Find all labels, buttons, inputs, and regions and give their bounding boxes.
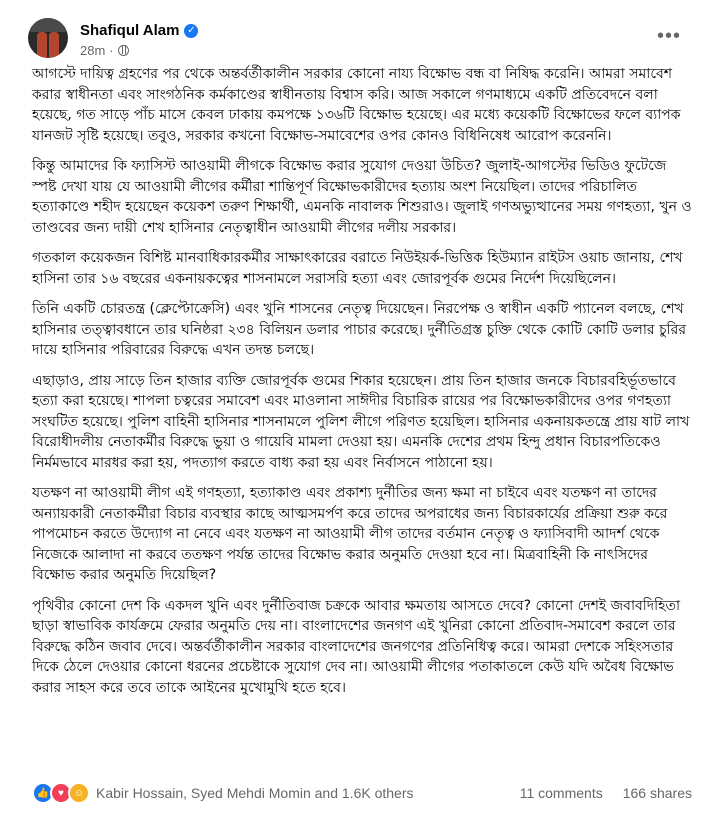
author-row bbox=[80, 22, 198, 39]
like-icon: 👍 bbox=[32, 782, 54, 804]
author-name[interactable]: Shafiqul Alam bbox=[80, 22, 180, 39]
meta-separator: · bbox=[109, 43, 114, 58]
comments-count[interactable]: 11 comments bbox=[519, 785, 603, 801]
more-options-button[interactable]: ••• bbox=[656, 25, 681, 47]
post-text bbox=[32, 64, 692, 708]
shares-count[interactable]: 166 shares bbox=[622, 785, 692, 801]
reaction-icons[interactable] bbox=[32, 782, 90, 804]
avatar[interactable] bbox=[28, 18, 68, 58]
reactions-bar bbox=[32, 780, 692, 806]
engagement-counts bbox=[500, 785, 692, 801]
verified-badge-icon: ✓ bbox=[184, 24, 198, 38]
love-icon: ♥ bbox=[50, 782, 72, 804]
post-paragraph: পৃথিবীর কোনো দেশ কি একদল খুনি এবং দুর্নীতিবাজ চক্রকে আবার ক্ষমতায় আসতে দেবে? কোনো দেশই জবাবদিহিতা ছাড়া স্বাভাবিক কার্যক্রমে ফেরার অনুমতি দেয় না। বাংলাদেশের জনগণ এই খুনিরা কোনো প্রতিবাদ-সমাবেশ করলে তার বিরুদ্ধে কঠিন জবাব দেবে। অন্তর্বর্তীকালীন সরকার বাংলাদেশের জনগণের প্রতিনিধিত্ব করে। আমরা দেশকে সহিংসতার দিকে ঠেলে দেওয়ার কোনো ধরনের প্রচেষ্টাকে সুযোগ দেব না। আওয়ামী লীগের পতাকাতলে কেউ যদি অবৈধ বিক্ষোভ করার সাহস করে তবে তাকে আইনের মুখোমুখি হতে হবে। bbox=[32, 597, 681, 696]
post-meta bbox=[80, 43, 129, 58]
reactors-summary[interactable]: Kabir Hossain, Syed Mehdi Momin and 1.6K others bbox=[96, 785, 414, 801]
globe-icon[interactable] bbox=[118, 45, 129, 56]
post-header bbox=[0, 0, 709, 70]
post-timestamp[interactable]: 28m bbox=[80, 43, 106, 58]
post-paragraph: গতকাল কয়েকজন বিশিষ্ট মানবাধিকারকর্মীর সাক্ষাৎকারের বরাতে নিউইয়র্ক-ভিত্তিক হিউম্যান রাইটস ওয়াচ জানায়, শেখ হাসিনা তার ১৬ বছরের একনায়কত্বের শাসনামলে সরাসরি হত্যা এবং জোরপূর্বক গুমের নির্দেশ দিয়েছিলেন। bbox=[32, 250, 683, 287]
post-paragraph: কিন্তু আমাদের কি ফ্যাসিস্ট আওয়ামী লীগকে বিক্ষোভ করার সুযোগ দেওয়া উচিত? জুলাই-আগস্টের ভিডিও ফুটেজে স্পষ্ট দেখা যায় যে আওয়ামী লীগের কর্মীরা শান্তিপূর্ণ বিক্ষোভকারীদের হত্যায় অংশ নিয়েছিল। তাদের পরিচালিত হত্যাকাণ্ডে শহীদ হয়েছেন কয়েকশ তরুণ শিক্ষার্থী, এমনকি নাবালক শিশুরাও। জুলাই গণঅভ্যুত্থানের সময় গণহত্যা, খুন ও তাণ্ডবের জন্য দায়ী শেখ হাসিনার নেতৃত্বাধীন আওয়ামী লীগের দলীয় সরকার। bbox=[32, 158, 692, 236]
avatar-shape bbox=[49, 32, 59, 58]
post-paragraph: যতক্ষণ না আওয়ামী লীগ এই গণহত্যা, হত্যাকাণ্ড এবং প্রকাশ্য দুর্নীতির জন্য ক্ষমা না চাইবে এবং যতক্ষণ না তাদের অন্যায়কারী নেতাকর্মীরা বিচার ব্যবস্থার কাছে আত্মসমর্পণ করে তাদের অপরাধের জন্য বিচারকার্যের প্রক্রিয়া শুরু করে পাপমোচন করতে উদ্যোগ না নেবে এবং যতক্ষণ না আওয়ামী লীগ তাদের বর্তমান নেতৃত্ব ও ফ্যাসিবাদী আদর্শ থেকে নিজেকে আলাদা না করবে ততক্ষণ পর্যন্ত তাদের বিক্ষোভ করার অনুমতি দেওয়া হবে না। মিত্রবাহিনী কি নাৎসিদের বিক্ষোভ করার অনুমতি দিয়েছিল? bbox=[32, 485, 668, 583]
post-paragraph: তিনি একটি চোরতন্ত্র (ক্লেপ্টোক্রেসি) এবং খুনি শাসনের নেতৃত্ব দিয়েছেন। নিরপেক্ষ ও স্বাধীন একটি প্যানেল বলছে, শেখ হাসিনার তত্ত্বাবধানে তার ঘনিষ্ঠরা ২৩৪ বিলিয়ন ডলার পাচার করেছে। দুর্নীতিগ্রস্ত চুক্তি থেকে কোটি কোটি ডলার চুরির দায়ে হাসিনার পরিবারের বিরুদ্ধে এখন তদন্ত চলছে। bbox=[32, 301, 687, 358]
care-icon: ☺ bbox=[68, 782, 90, 804]
avatar-background bbox=[28, 18, 68, 32]
post-paragraph: আগস্টে দায়িত্ব গ্রহণের পর থেকে অন্তর্বর্তীকালীন সরকার কোনো নায্য বিক্ষোভ বন্ধ বা নিষিদ্ধ করেনি। আমরা সমাবেশ করার স্বাধীনতা এবং সাংগঠনিক কর্মকাণ্ডের স্বাধীনতায় বিশ্বাস করি। আজ সকালে গণমাধ্যমে একটি প্রতিবেদনে বলা হয়েছে, গত সাড়ে পাঁচ মাসে কেবল ঢাকায় কমপক্ষে ১৩৬টি বিক্ষোভ হয়েছে। এর মধ্যে কয়েকটি বিক্ষোভের ফলে ব্যাপক যানজট সৃষ্টি হয়েছে। তবুও, সরকার কখনো বিক্ষোভ-সমাবেশের ওপর কোনও বিধিনিষেধ আরোপ করেননি। bbox=[32, 66, 681, 144]
post-paragraph: এছাড়াও, প্রায় সাড়ে তিন হাজার ব্যক্তি জোরপূর্বক গুমের শিকার হয়েছেন। প্রায় তিন হাজার জনকে বিচারবহির্ভূতভাবে হত্যা করা হয়েছে। শাপলা চত্বরের সমাবেশ এবং মাওলানা সাঈদীর বিচারিক রায়ের পর বিক্ষোভকারীদের ওপর গণহত্যা সংঘটিত হয়েছে। পুলিশ বাহিনী হাসিনার শাসনামলে পুলিশ লীগে পরিণত হয়েছিল। হাসিনার একনায়কতন্ত্রে প্রায় ষাট লাখ বিরোধীদলীয় নেতাকর্মীর বিরুদ্ধে ভুয়া ও গায়েবি মামলা দেওয়া হয়। এমনকি দেশের প্রথম হিন্দু প্রধান বিচারপতিকেও নির্মমভাবে মারধর করা হয়, পদত্যাগ করতে বাধ্য করা হয় এবং নির্বাসনে পাঠানো হয়। bbox=[32, 372, 690, 471]
avatar-shape bbox=[37, 32, 47, 58]
